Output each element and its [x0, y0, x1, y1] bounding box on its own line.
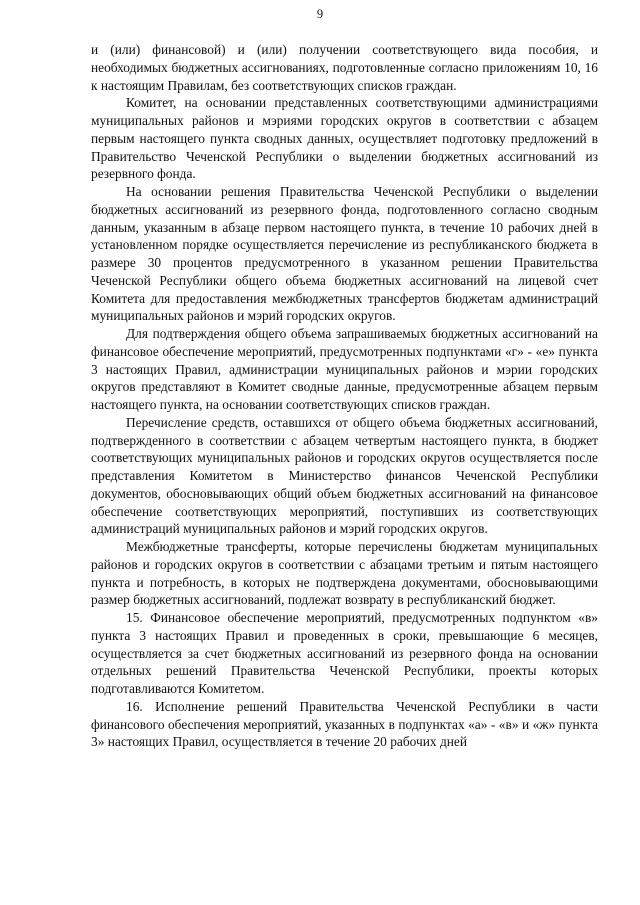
page-number: 9 — [316, 7, 324, 21]
paragraph-committee-proposals: Комитет, на основании представленных соответствующими администрациями муниципальных районов и мэриями городских округов в соответствии с абзацем первым настоящего пункта сводных данных, осуществляет подготовку предложений в Правительство Чеченской Республики о выделении бюджетных ассигнований из резервного фонда. — [91, 95, 598, 182]
paragraph-item-16: 16. Исполнение решений Правительства Чеченской Республики в части финансового обеспечения мероприятий, указанных в подпунктах «а» - «в» и «ж» пункта 3» настоящих Правил, осуществляется в течение 20 рабочих дней — [91, 698, 598, 750]
paragraph-confirmation-of-volume: Для подтверждения общего объема запрашиваемых бюджетных ассигнований на финансовое обеспечение мероприятий, предусмотренных подпунктами «г» - «е» пункта 3 настоящих Правил, администрации муниципальных районов и мэрии городских округов представляют в Комитет сводные данные, предусмотренные абзацем первым настоящего пункта, на основании соответствующих списков граждан. — [91, 326, 598, 412]
paragraph-return-of-transfers: Межбюджетные трансферты, которые перечислены бюджетам муниципальных районов и городских округов в соответствии с абзацами третьим и пятым настоящего пункта и потребность, в которых не подтверждена документами, обосновывающими размер бюджетных ассигнований, подлежат возврату в республиканский бюджет. — [91, 539, 598, 608]
paragraph-remaining-funds: Перечисление средств, оставшихся от общего объема бюджетных ассигнований, подтвержденного в соответствии с абзацем четвертым настоящего пункта, в бюджет соответствующих муниципальных районов и городских округов осуществляется после представления Комитетом в Министерство финансов Чеченской Республики документов, обосновывающих общий объем бюджетных ассигнований на финансовое обеспечение соответствующих мероприятий, поступивших из соответствующих администраций муниципальных районов и мэрий городских округов. — [91, 414, 598, 537]
paragraph-item-15: 15. Финансовое обеспечение мероприятий, предусмотренных подпунктом «в» пункта 3 настоящих Правил и проведенных в сроки, превышающие 6 месяцев, осуществляется за счет бюджетных ассигнований из резервного фонда на основании отдельных решений Правительства Чеченской Республики, проекты которых подготавливаются Комитетом. — [91, 610, 598, 696]
document-body — [91, 41, 598, 751]
paragraph-continuation: и (или) финансовой) и (или) получении соответствующего вида пособия, и необходимых бюджетных ассигнованиях, подготовленные согласно приложениям 10, 16 к настоящим Правилам, без соответствующих списков граждан. — [91, 42, 598, 93]
paragraph-reserve-fund-transfer: На основании решения Правительства Чеченской Республики о выделении бюджетных ассигнований из резервного фонда, подготовленного согласно сводным данным, указанным в абзаце первом настоящего пункта, в течение 10 рабочих дней в установленном порядке осуществляется перечисление из республиканского бюджета в размере 30 процентов предусмотренного в указанном решении Правительства Чеченской Республики общего объема бюджетных ассигнований на лицевой счет Комитета для предоставления межбюджетных трансфертов бюджетам администраций муниципальных районов и мэрий городских округов. — [91, 184, 598, 324]
